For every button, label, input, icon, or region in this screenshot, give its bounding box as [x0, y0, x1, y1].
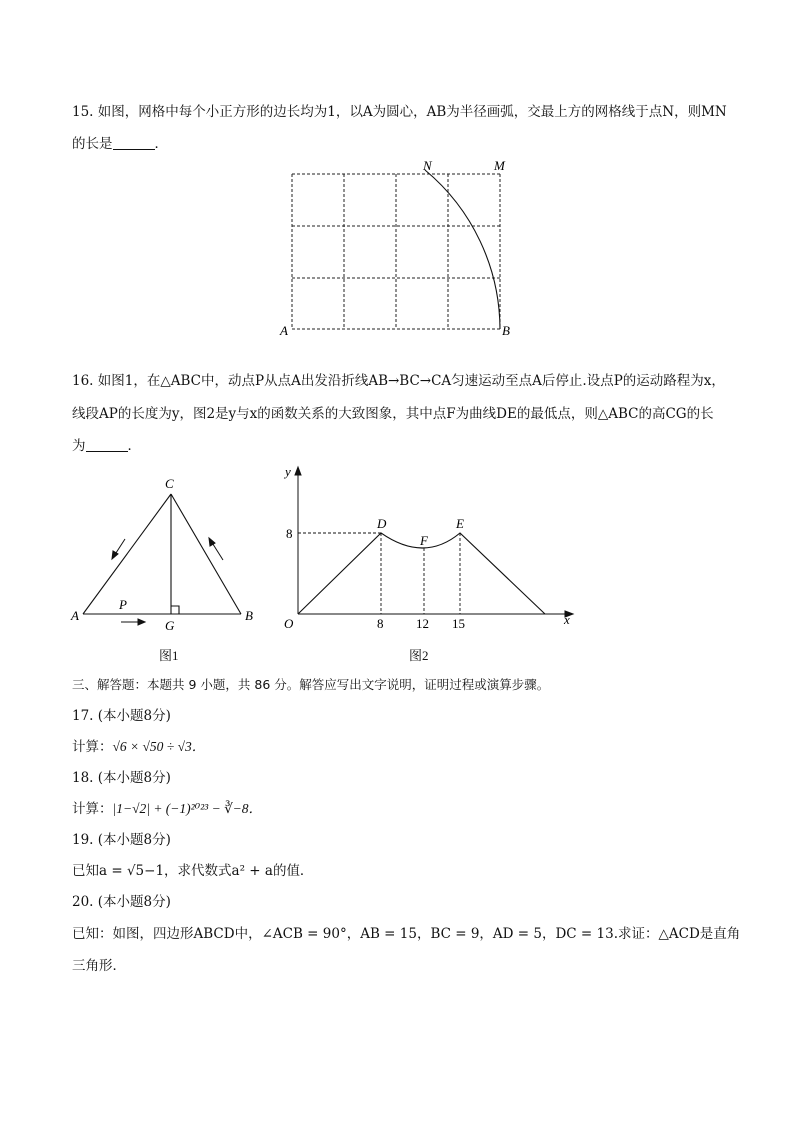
q16-line1: 16. 如图1，在△ABC中，动点P从点A出发沿折线AB→BC→CA匀速运动至点A后停止.设点P的运动路程为x，	[72, 373, 725, 389]
fig2-y-tick: 8	[286, 526, 293, 541]
fig2-x-tick-15: 15	[452, 616, 465, 631]
q17-title: 17. (本小题8分)	[72, 708, 171, 724]
q16-line3-suffix: ．	[127, 438, 141, 454]
q20-line1: 已知：如图，四边形ABCD中，∠ACB = 90°，AB = 15，BC = 9，AD = 5，DC = 13.求证：△ACD是直角	[72, 926, 741, 942]
grid-lines	[292, 174, 500, 329]
q18-prompt: 计算：	[72, 801, 113, 817]
q18-body	[72, 799, 262, 819]
arc-bn	[425, 170, 500, 329]
fig1-caption: 图1	[159, 648, 179, 663]
axes	[295, 467, 573, 617]
q18-expression: |1−√2| + (−1)²⁰²³ − ∛−8．	[112, 801, 263, 816]
fig2-axis-y: y	[285, 464, 291, 479]
label-n: N	[423, 158, 432, 173]
q15-line2	[72, 134, 168, 154]
q17-body	[72, 737, 205, 757]
fig1-label-b: B	[245, 608, 253, 623]
q15-line2-prefix: 的长是	[72, 136, 113, 152]
label-m: M	[494, 158, 505, 173]
q17-prompt: 计算：	[72, 739, 113, 755]
q16-line3	[72, 436, 141, 456]
q15-line1: 15. 如图，网格中每个小正方形的边长均为1，以A为圆心，AB为半径画弧，交最上方的网格线于点N，则MN	[72, 104, 727, 120]
fig2-axis-x: x	[564, 612, 570, 627]
q18-title: 18. (本小题8分)	[72, 770, 171, 786]
fig2-caption: 图2	[409, 648, 429, 663]
fig2-point-d: D	[377, 516, 387, 531]
fig1-label-p: P	[119, 597, 127, 612]
fig2-point-e: E	[456, 516, 464, 531]
q15-line2-suffix: ．	[154, 136, 168, 152]
q19-title: 19. (本小题8分)	[72, 832, 171, 848]
answer-blank-16	[86, 437, 128, 452]
q16-fig1-triangle	[65, 472, 275, 637]
q16-fig2-graph	[270, 460, 590, 640]
q15-grid-figure	[270, 150, 530, 345]
guide-lines	[298, 533, 460, 614]
fig1-label-c: C	[165, 476, 174, 491]
fig2-x-tick-8: 8	[377, 616, 384, 631]
q16-line2: 线段AP的长度为y，图2是y与x的函数关系的大致图象，其中点F为曲线DE的最低点，则△ABC的高CG的长	[72, 406, 714, 422]
q16-line3-prefix: 为	[72, 438, 86, 454]
q19-body: 已知a = √5−1，求代数式a² + a的值．	[72, 863, 314, 879]
fig2-x-tick-12: 12	[416, 616, 429, 631]
label-a: A	[280, 323, 288, 338]
fig2-origin: O	[284, 616, 294, 631]
answer-blank-15	[113, 135, 155, 150]
fig1-label-a: A	[71, 608, 79, 623]
fig2-point-f: F	[420, 533, 428, 548]
fig1-label-g: G	[165, 618, 175, 633]
q20-line2: 三角形．	[72, 958, 126, 974]
section3-heading: 三、解答题：本题共 9 小题，共 86 分。解答应写出文字说明，证明过程或演算步骤。	[72, 677, 550, 692]
label-b: B	[502, 323, 510, 338]
q17-expression: √6 × √50 ÷ √3．	[112, 739, 206, 754]
q20-title: 20. (本小题8分)	[72, 894, 171, 910]
